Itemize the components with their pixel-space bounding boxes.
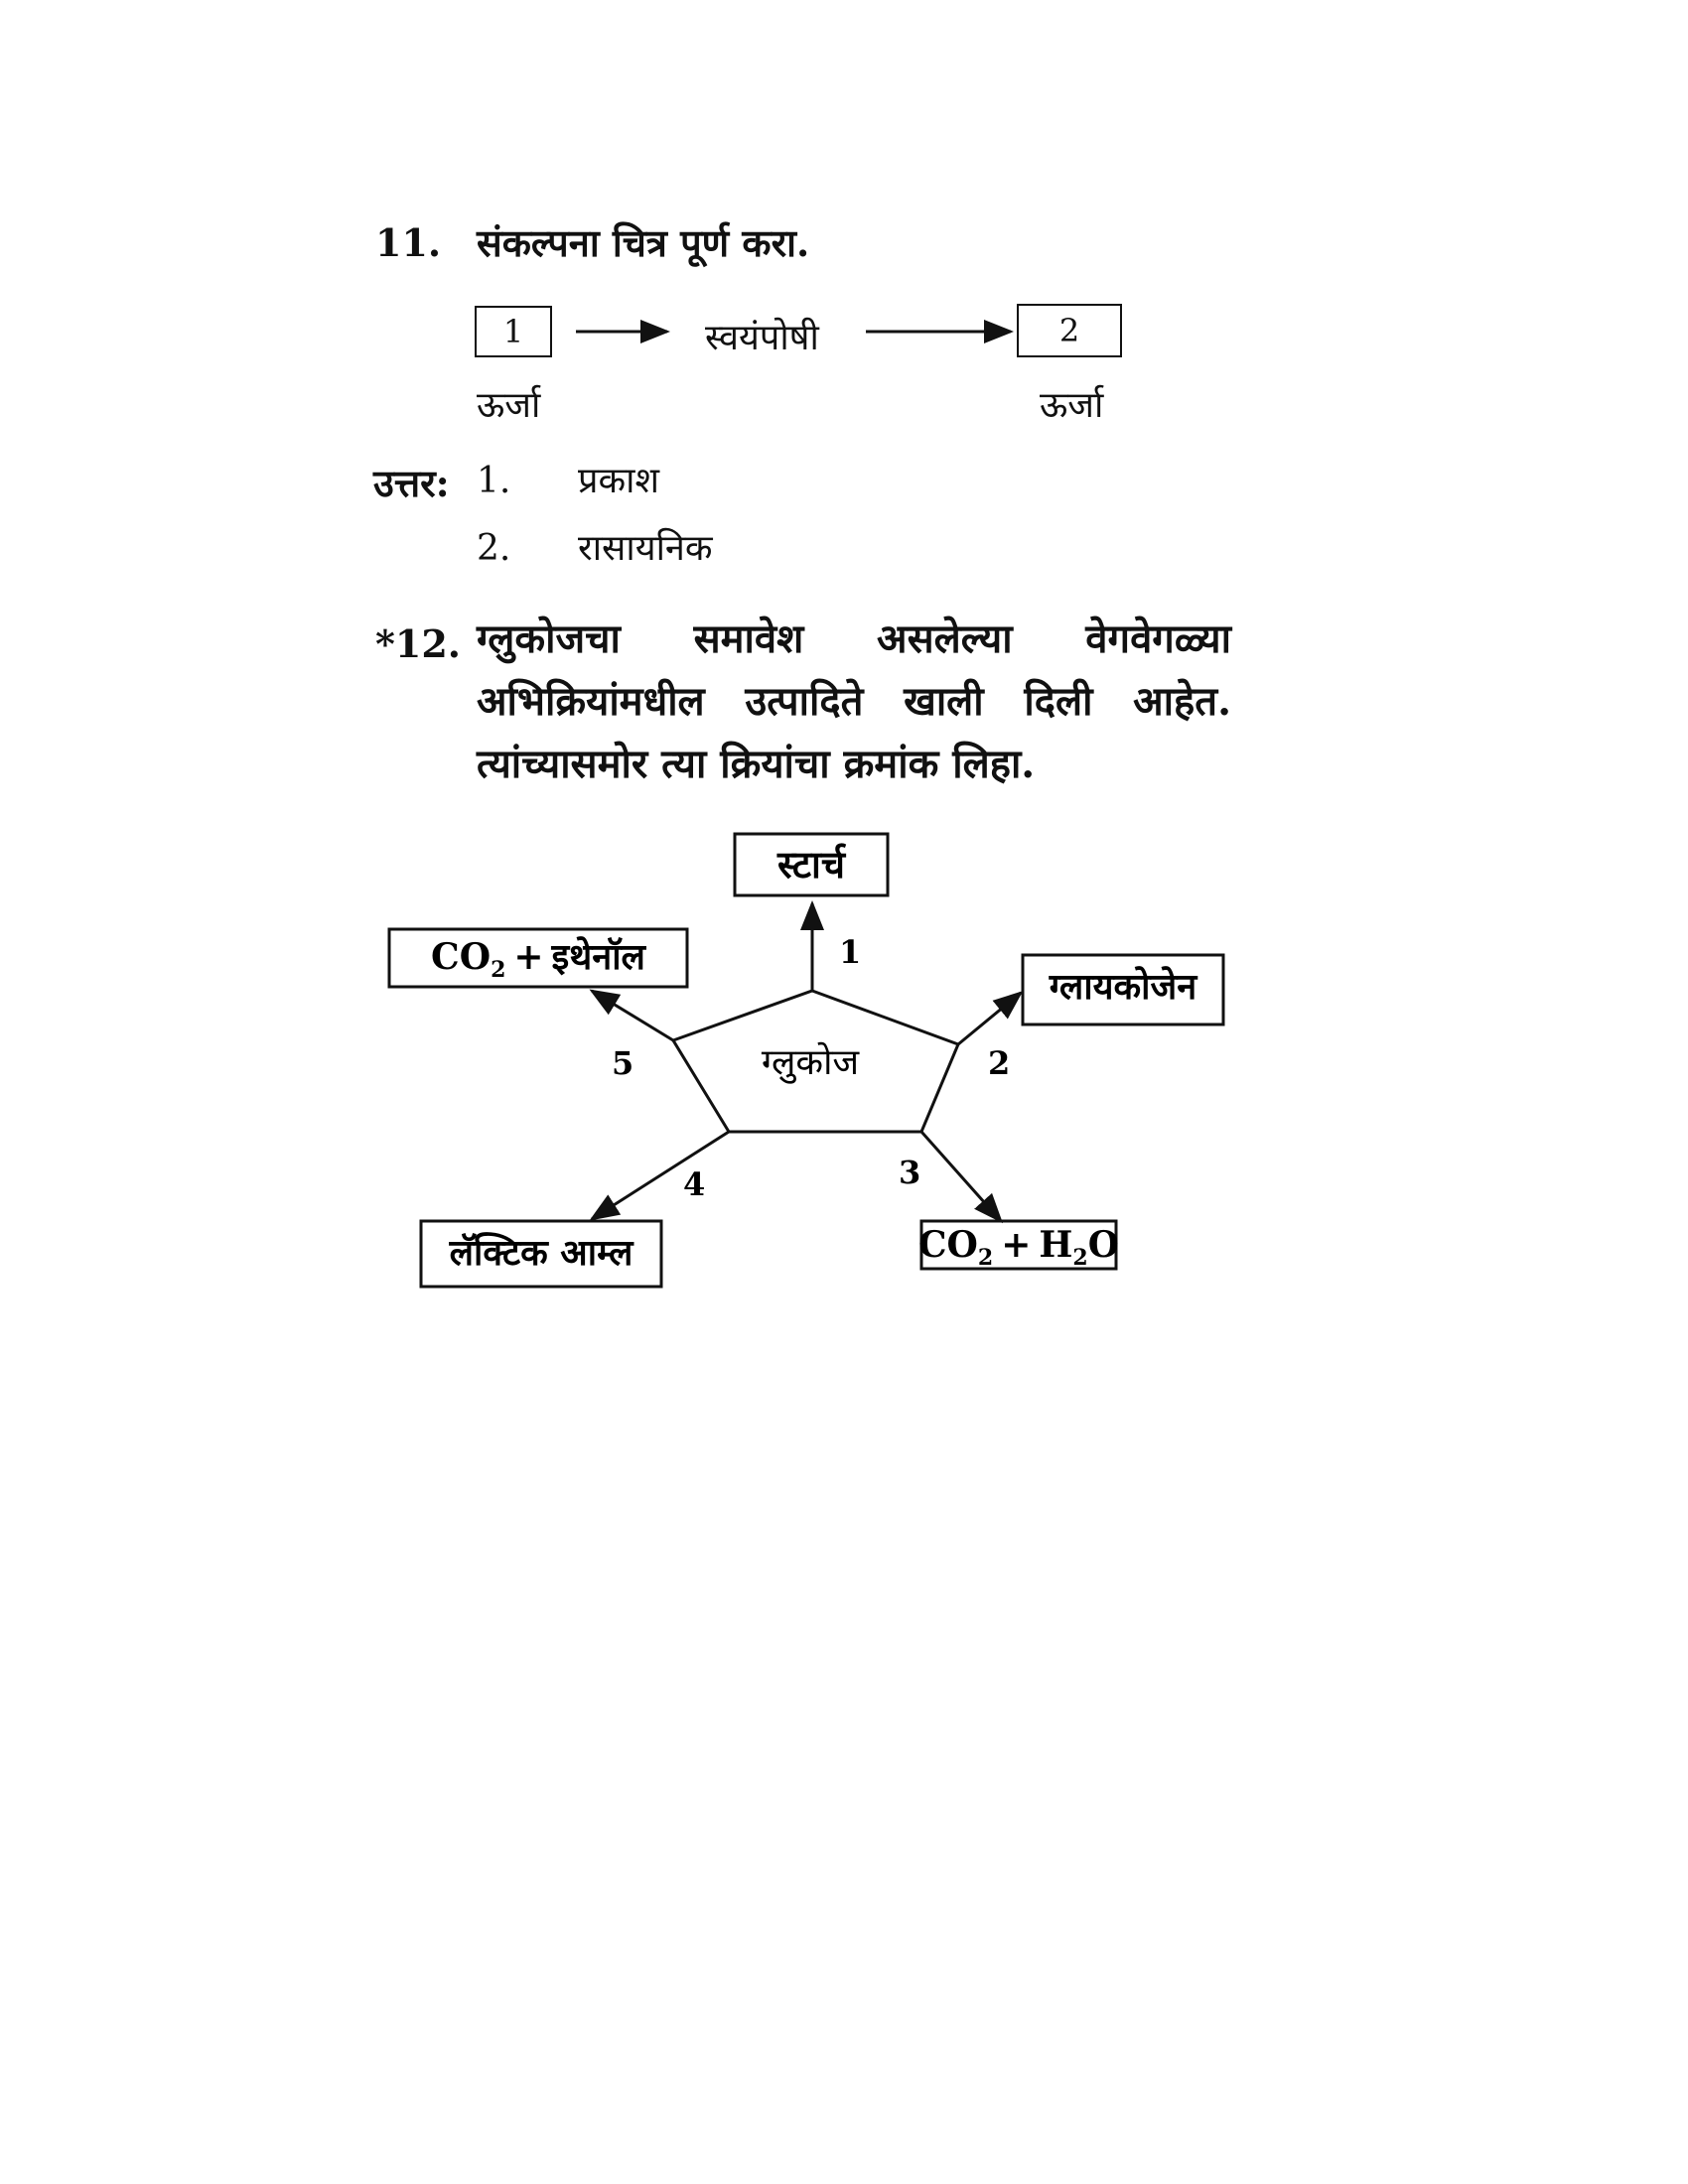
ethanol-label: $CO_2$ + इथेनॉल	[431, 936, 645, 983]
answer-label: उत्तर:	[373, 461, 450, 505]
reaction-number-4: 4	[683, 1165, 706, 1203]
arrow-to-glycogen	[958, 993, 1021, 1044]
energy-label-left: ऊर्जा	[477, 385, 541, 426]
reaction-number-1: 1	[839, 933, 862, 971]
starch-label: स्टार्च	[777, 842, 845, 887]
question-11-number: 11.	[375, 220, 442, 265]
glycogen-label: ग्लायकोजेन	[1049, 966, 1197, 1008]
arrow-to-lactic-acid	[592, 1132, 729, 1219]
answer-2-number: 2.	[477, 528, 511, 569]
energy-label-right: ऊर्जा	[1040, 385, 1104, 426]
question-11-text: संकल्पना चित्र पूर्ण करा.	[477, 220, 810, 265]
answer-2-text: रासायनिक	[578, 528, 713, 569]
concept-box-1-label: 1	[502, 313, 524, 350]
glucose-label: ग्लुकोज	[761, 1042, 860, 1083]
question-12-line-2: अभिक्रियांमधील उत्पादिते खाली दिली आहेत.	[477, 678, 1231, 725]
arrow-to-ethanol	[592, 991, 673, 1040]
reaction-number-3: 3	[899, 1154, 921, 1191]
lactic-acid-label: लॅक्टिक आम्ल	[449, 1232, 633, 1274]
question-12-number: *12.	[375, 621, 461, 666]
concept-box-2-label: 2	[1058, 312, 1080, 349]
answer-1-text: प्रकाश	[578, 461, 659, 501]
question-12-line-1: ग्लुकोजचा समावेश असलेल्या वेगवेगळ्या	[477, 615, 1231, 662]
reaction-number-5: 5	[612, 1044, 634, 1082]
reaction-number-2: 2	[988, 1044, 1011, 1082]
co2-h2o-label: $CO_2 + H_2O$	[917, 1224, 1120, 1271]
question-12-line-3: त्यांच्यासमोर त्या क्रियांचा क्रमांक लिहा.	[477, 741, 1036, 787]
answer-1-number: 1.	[477, 461, 511, 501]
concept-middle-label: स्वयंपोषी	[705, 318, 819, 358]
arrow-to-co2-h2o	[921, 1132, 1001, 1221]
